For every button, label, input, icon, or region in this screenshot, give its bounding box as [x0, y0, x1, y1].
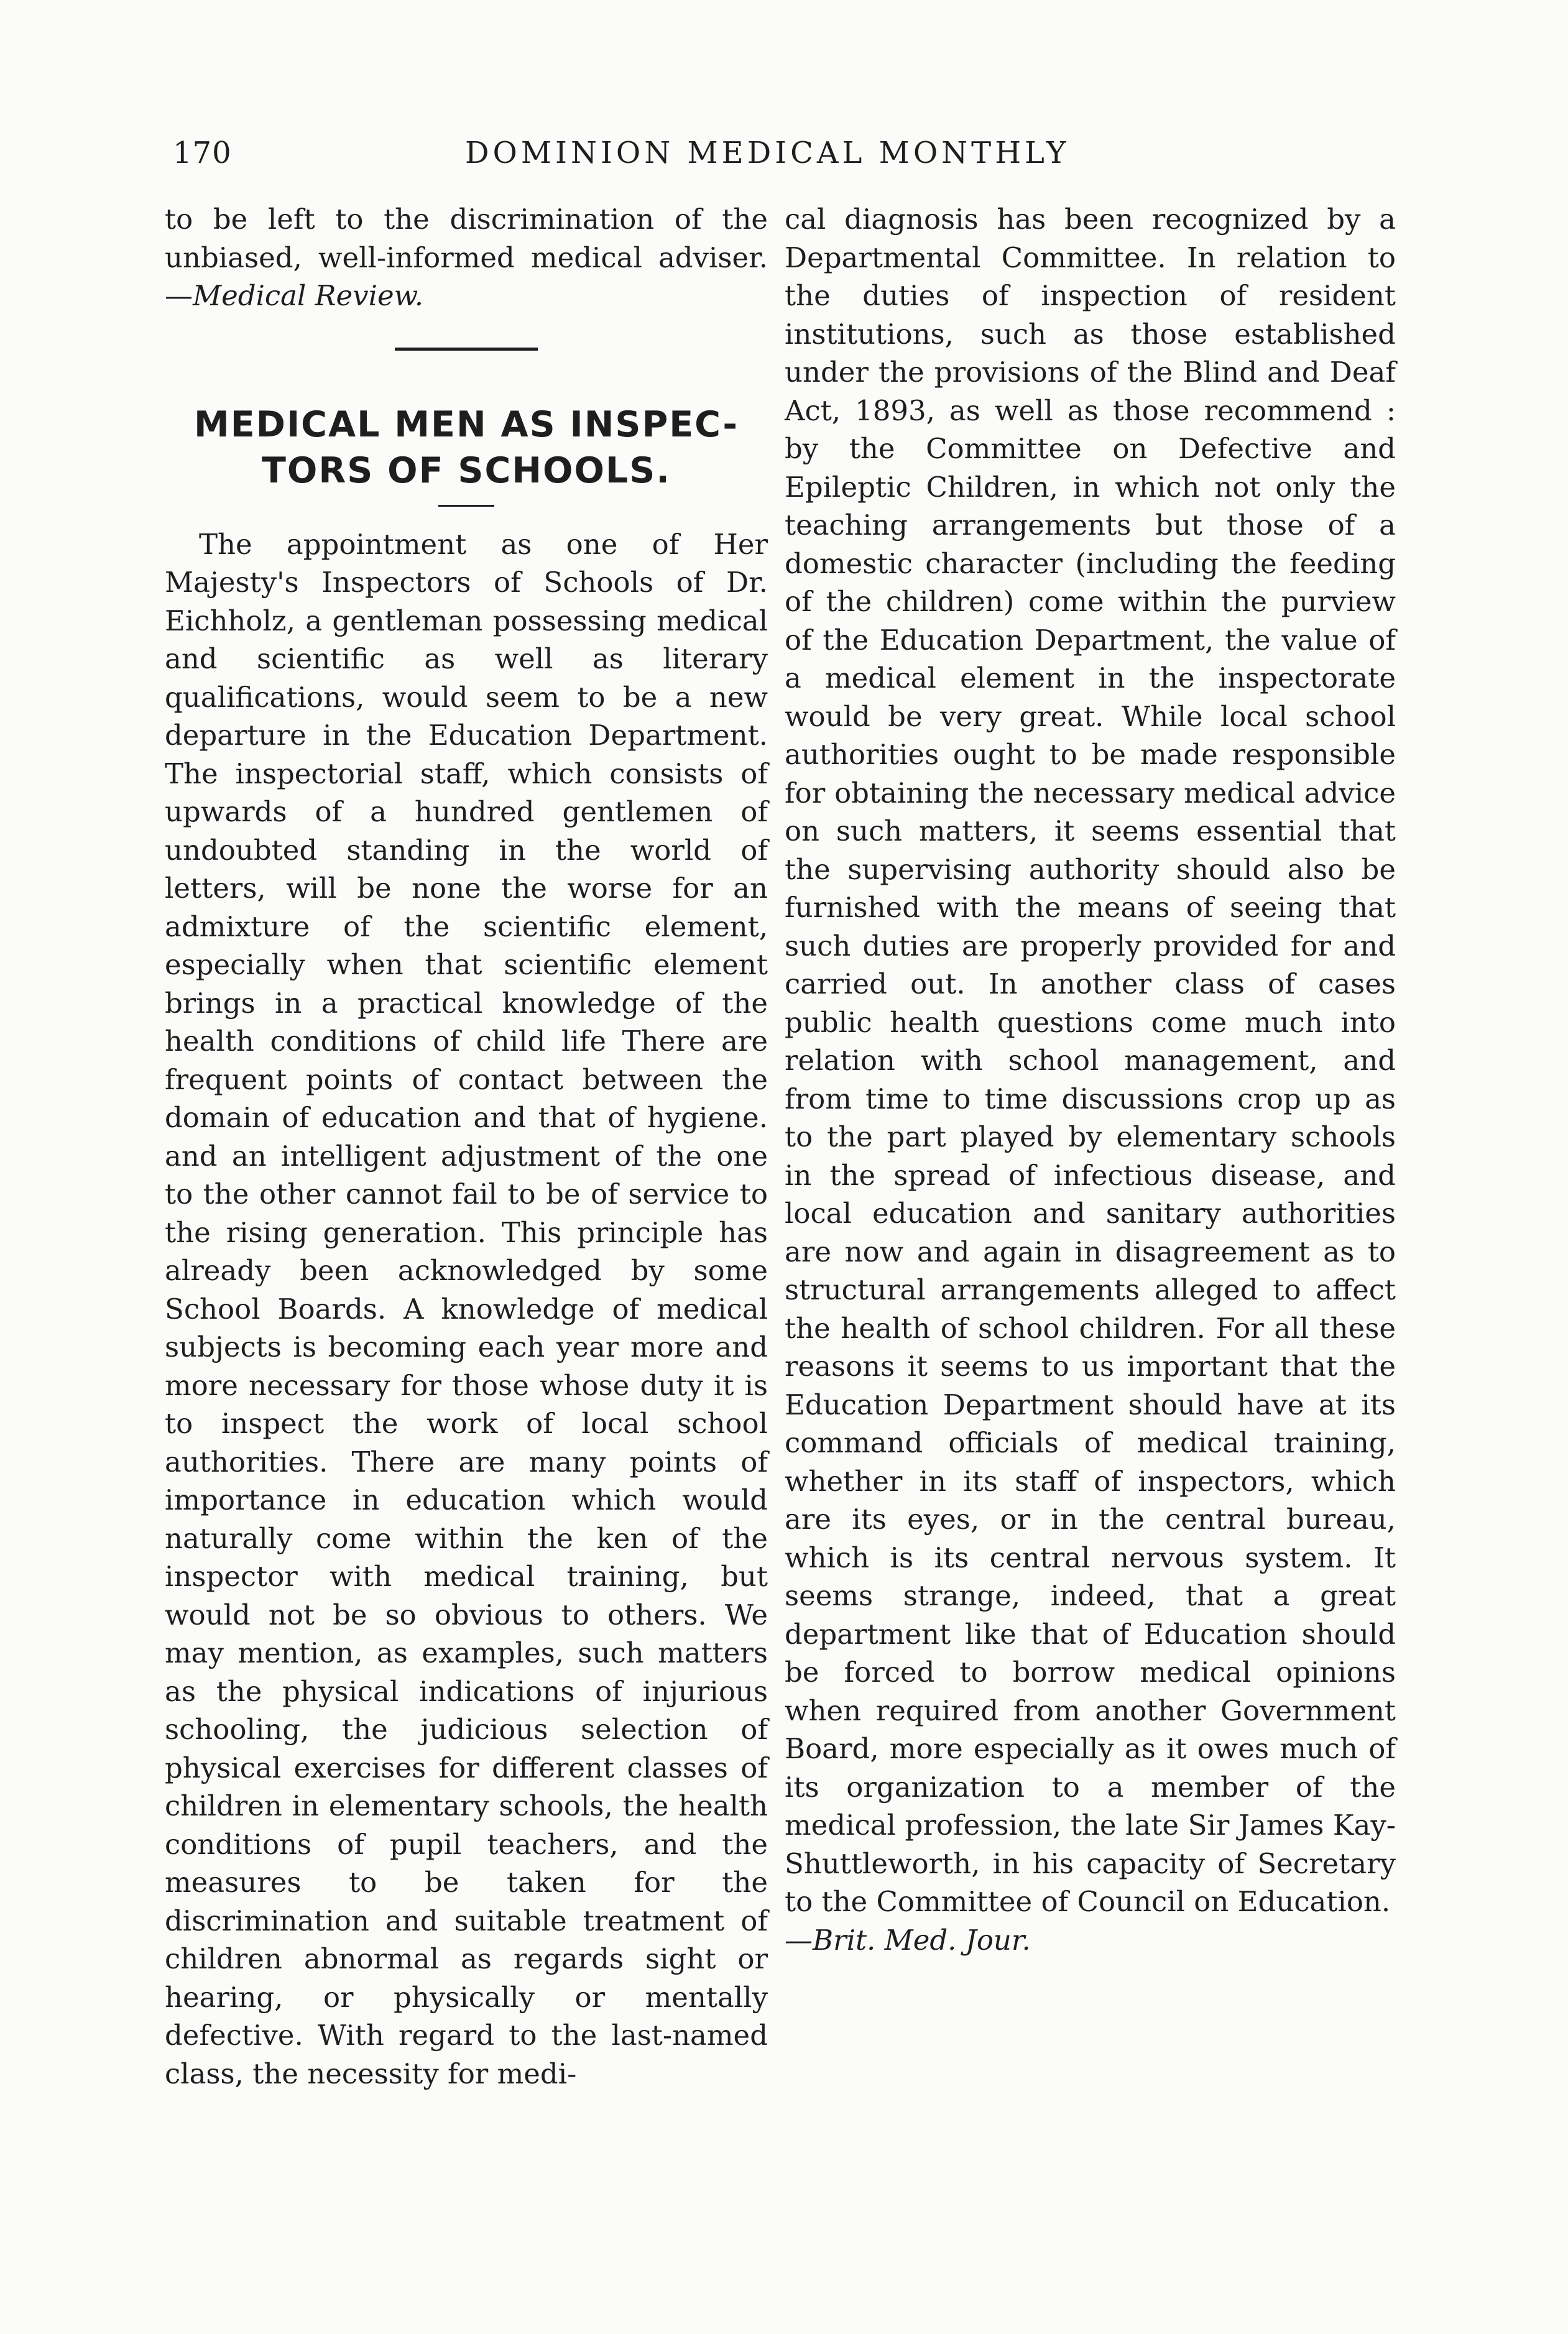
running-title: DOMINION MEDICAL MONTHLY: [465, 136, 1070, 170]
article-title-line-2: TORS OF SCHOOLS.: [262, 450, 671, 491]
left-column: [165, 200, 768, 2093]
article-body-left: The appointment as one of Her Majesty's Inspectors of Schools of Dr. Eichholz, a gentleman possessing medical and scientific as well as literary qualifications, would seem to be a new departure in the Education Department. The inspectorial staff, which consists of upwards of a hundred gentlemen of undoubted standing in the world of letters, will be none the worse for an admixture of the scientific element, especially when that scientific element brings in a practical knowledge of the health conditions of child life There are frequent points of contact between the domain of education and that of hygiene. and an intelligent adjustment of the one to the other cannot fail to be of service to the rising generation. This principle has already been acknowledged by some School Boards. A knowledge of medical subjects is becoming each year more and more necessary for those whose duty it is to inspect the work of local school authorities. There are many points of importance in education which would naturally come within the ken of the inspector with medical training, but would not be so obvious to others. We may mention, as examples, such matters as the physical indications of injurious schooling, the judicious selection of physical exercises for different classes of children in elementary schools, the health conditions of pupil teachers, and the measures to be taken for the discrimination and suitable treatment of children abnormal as regards sight or hearing, or physically or mentally defective. With regard to the last-named class, the necessity for medi-: [165, 527, 768, 2090]
right-column: [785, 200, 1396, 1959]
continued-source: Medical Review.: [193, 279, 424, 312]
article-title-line-1: MEDICAL MEN AS INSPEC-: [194, 404, 739, 445]
section-divider: [395, 348, 538, 351]
page-header: [173, 136, 1401, 179]
article-source: —Brit. Med. Jour.: [785, 1923, 1031, 1957]
article-body-right: cal diagnosis has been recognized by a Departmental Committee. In relation to the duties of inspection of resident institutions, such as those established under the provisions of the Blind and Deaf Act, 1893, as well as those recommend : by the Committee on Defective and Epileptic Children, in which not only the teaching arrangements but those of a domestic character (including the feeding of the children) come within the purview of the Education Department, the value of a medical element in the inspectorate would be very great. While local school authorities ought to be made responsible for obtaining the necessary medical advice on such matters, it seems essential that the supervising authority should also be furnished with the means of seeing that such duties are properly provided for and carried out. In another class of cases public health questions come much into relation with school management, and from time to time discussions crop up as to the part played by elementary schools in the spread of infectious disease, and local education and sanitary authorities are now and again in disagreement as to structural arrangements alleged to affect the health of school children. For all these reasons it seems to us important that the Education Department should have at its command officials of medical training, whether in its staff of inspectors, which are its eyes, or in the central bureau, which is its central nervous system. It seems strange, indeed, that a great department like that of Education should be forced to borrow medical opinions when required from another Government Board, more especially as it owes much of its organization to a member of the medical profession, the late Sir James Kay-Shuttleworth, in his capacity of Secretary to the Committee of Council on Education.: [785, 203, 1396, 1918]
article-title: [165, 402, 768, 494]
continued-text: to be left to the discrimination of the unbiased, well-informed medical adviser.—: [165, 203, 768, 312]
title-divider: [438, 505, 494, 507]
continued-paragraph: [165, 200, 768, 315]
page-number: 170: [173, 136, 232, 170]
